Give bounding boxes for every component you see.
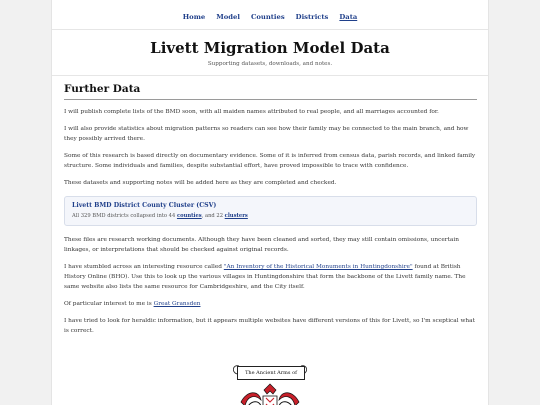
paragraph-statistics: I will also provide statistics about migration patterns so readers can see how their family may be connected to the main branch, and how they possibly arrived there.: [64, 126, 469, 142]
clusters-link[interactable]: clusters: [224, 213, 248, 219]
dataset-download-link[interactable]: Livett BMD District County Cluster (CSV): [72, 202, 217, 209]
header-divider: [52, 75, 488, 76]
dataset-meta-prefix: All 329 BMD districts collapsed into 44: [72, 213, 176, 219]
paragraph-heraldry: I have tried to look for heraldic information, but it appears multiple websites have different versions of this for Livett, so I'm sceptical what is correct.: [64, 318, 475, 334]
dataset-meta-mid: , and 22: [201, 213, 224, 219]
paragraph-working-documents: These files are research working documents. Although they have been cleaned and sorted, they may still contain omissions, uncertain linkages, or interpretations that should be checked against original records.: [64, 237, 459, 253]
interest-text: Of particular interest to me is: [64, 301, 154, 307]
paragraph-research-basis: Some of this research is based directly on documentary evidence. Some of it is inferred from census data, parish records, and linked family structure. Some individuals and families, despite substantial effort, have proved impossible to trace with confidence.: [64, 153, 476, 169]
nav-districts[interactable]: Districts: [295, 13, 329, 21]
inventory-link[interactable]: "An Inventory of the Historical Monuments in Huntingdonshire": [223, 264, 413, 270]
section-heading: Further Data: [64, 83, 477, 100]
paragraph-bmd-lists: I will publish complete lists of the BMD soon, with all maiden names attributed to real people, and all marriages accounted for.: [64, 109, 439, 115]
nav-counties[interactable]: Counties: [250, 13, 285, 21]
nav-home[interactable]: Home: [182, 13, 206, 21]
page-title: Livett Migration Model Data: [150, 39, 390, 57]
counties-link[interactable]: counties: [176, 213, 202, 219]
page: [51, 0, 489, 405]
nav-model[interactable]: Model: [216, 13, 240, 21]
dataset-card: [64, 196, 477, 226]
paragraph-resource: [64, 262, 477, 292]
page-subtitle: Supporting datasets, downloads, and notes.: [207, 61, 333, 67]
dataset-meta: [72, 213, 469, 219]
coat-of-arms-label: The Ancient Arms of: [237, 366, 305, 380]
nav-data[interactable]: Data: [339, 13, 358, 21]
paragraph-datasets-note: These datasets and supporting notes will be added here as they are completed and checked.: [64, 180, 337, 186]
resource-text-pre: I have stumbled across an interesting resource called: [64, 264, 224, 270]
top-nav: [52, 13, 488, 21]
coat-of-arms-image: [233, 360, 307, 405]
nav-divider: [52, 29, 488, 30]
resource-text-post: found at British History Online (BHO). Use this to look up the various villages in Huntingdonshire that form the backbone of the Livett family name. The same website also lists the same resource for Cambridgeshire, and the City itself.: [64, 264, 466, 290]
great-gransden-link[interactable]: Great Gransden: [153, 301, 201, 307]
paragraph-interest: [64, 299, 477, 309]
main-content: [64, 83, 477, 336]
